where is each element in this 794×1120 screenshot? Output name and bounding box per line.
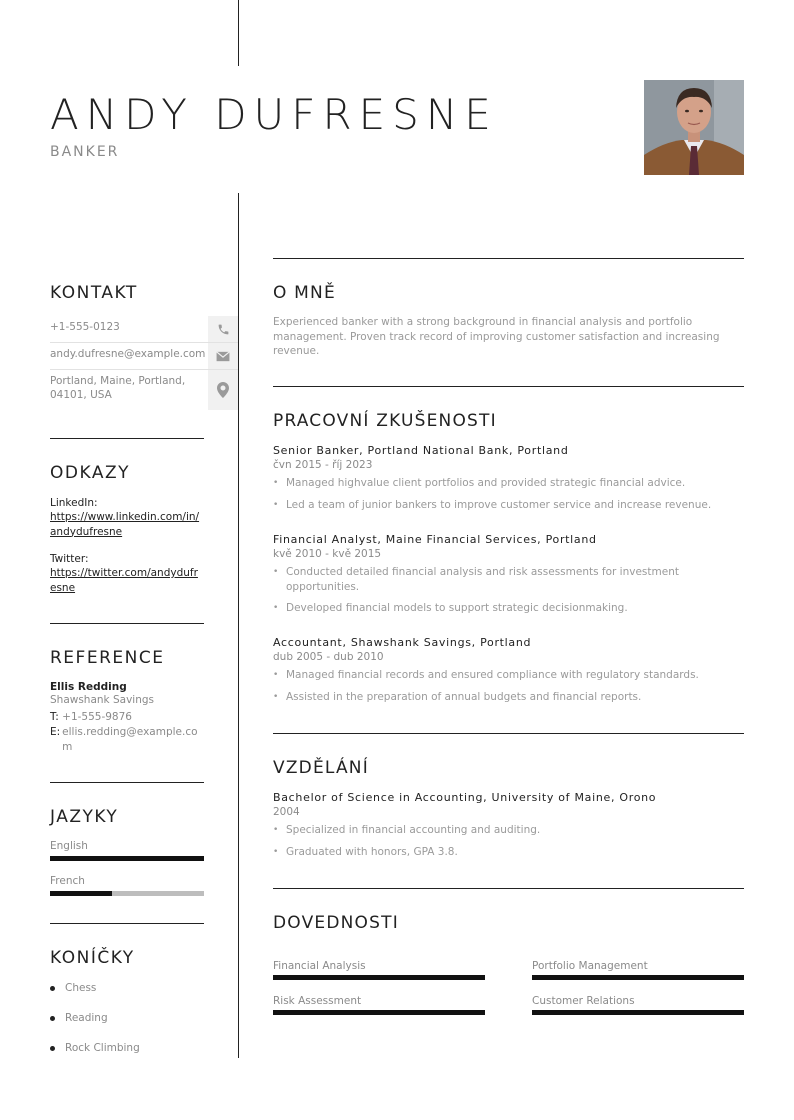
reference-block <box>50 681 204 755</box>
job-bullet: • Managed highvalue client portfolios and provided strategic financial advice. <box>273 476 744 491</box>
language-name: English <box>50 840 88 852</box>
job-position: Financial Analyst, Maine Financial Services, Portland <box>273 533 597 546</box>
vertical-divider-top <box>238 0 239 66</box>
job-bullet: • Developed financial models to support strategic decisionmaking. <box>273 601 744 616</box>
reference-email-label: E: <box>50 726 61 738</box>
divider <box>273 733 744 734</box>
hobby-text: Rock Climbing <box>65 1042 140 1054</box>
skill-name: Risk Assessment <box>273 995 362 1007</box>
skills-section-title: DOVEDNOSTI <box>273 913 399 933</box>
links-list <box>50 496 204 595</box>
bullet-icon <box>50 1016 55 1021</box>
education-year: 2004 <box>273 806 300 818</box>
hobbies-list <box>50 981 204 1055</box>
hobby-text: Chess <box>65 982 97 994</box>
language-name: French <box>50 875 85 887</box>
reference-phone-row <box>50 710 204 725</box>
bullet-icon <box>50 1046 55 1051</box>
divider <box>273 386 744 387</box>
experience-section-title: PRACOVNÍ ZKUŠENOSTI <box>273 411 497 431</box>
education-entry <box>273 791 744 859</box>
twitter-label: Twitter: <box>50 553 89 565</box>
job-entry <box>273 533 744 616</box>
phone-text: +1-555-0123 <box>50 321 120 333</box>
reference-section-title: REFERENCE <box>50 648 165 668</box>
contact-section-title: KONTAKT <box>50 283 138 303</box>
job-bullet: • Led a team of junior bankers to improve customer service and increase revenue. <box>273 498 744 513</box>
skill-item <box>532 960 744 980</box>
job-entry <box>273 636 744 704</box>
vertical-divider <box>238 193 239 1058</box>
skill-name: Portfolio Management <box>532 960 648 972</box>
language-level-fill <box>50 891 112 896</box>
job-position: Accountant, Shawshank Savings, Portland <box>273 636 532 649</box>
hobby-item <box>50 1041 204 1055</box>
job-bullet: • Managed financial records and ensured compliance with regulatory standards. <box>273 668 744 683</box>
language-item <box>50 875 204 896</box>
location-pin-icon <box>208 370 238 410</box>
skill-item <box>532 995 744 1015</box>
skill-name: Customer Relations <box>532 995 635 1007</box>
education-bullet: • Graduated with honors, GPA 3.8. <box>273 845 744 860</box>
reference-phone-label: T: <box>50 711 59 723</box>
linkedin-link[interactable]: https://www.linkedin.com/in/andydufresne <box>50 511 200 538</box>
education-bullet: • Specialized in financial accounting and auditing. <box>273 823 744 838</box>
divider <box>50 623 204 624</box>
contact-email <box>50 343 238 370</box>
portrait-image <box>644 80 744 175</box>
skill-level-bar <box>273 1010 485 1015</box>
skill-item <box>273 960 485 980</box>
job-dates: kvě 2010 - kvě 2015 <box>273 548 382 560</box>
skill-level-bar <box>532 975 744 980</box>
skill-level-bar <box>273 975 485 980</box>
job-bullet: • Conducted detailed financial analysis and risk assessments for investment opportunities. <box>273 565 693 594</box>
twitter-link[interactable]: https://twitter.com/andydufresne <box>50 567 198 594</box>
contact-list <box>50 316 238 410</box>
reference-company: Shawshank Savings <box>50 694 154 706</box>
skill-item <box>273 995 485 1015</box>
hobbies-section-title: KONÍČKY <box>50 948 135 968</box>
reference-email-row <box>50 725 204 755</box>
divider <box>50 782 204 783</box>
divider <box>50 923 204 924</box>
skill-level-bar <box>532 1010 744 1015</box>
contact-phone <box>50 316 238 343</box>
languages-section-title: JAZYKY <box>50 807 119 827</box>
reference-email: ellis.redding@example.com <box>62 726 198 753</box>
contact-address <box>50 370 238 410</box>
divider <box>273 888 744 889</box>
divider <box>50 438 204 439</box>
linkedin-label: LinkedIn: <box>50 497 98 509</box>
education-degree: Bachelor of Science in Accounting, University of Maine, Orono <box>273 791 657 804</box>
job-entry <box>273 444 744 512</box>
job-bullet: • Assisted in the preparation of annual budgets and financial reports. <box>273 690 744 705</box>
envelope-icon <box>208 343 238 369</box>
education-section-title: VZDĚLÁNÍ <box>273 758 369 778</box>
skill-name: Financial Analysis <box>273 960 366 972</box>
reference-phone: +1-555-9876 <box>62 711 132 723</box>
hobby-item <box>50 981 204 995</box>
language-level-bar <box>50 891 204 896</box>
hobby-item <box>50 1011 204 1025</box>
job-dates: čvn 2015 - říj 2023 <box>273 459 373 471</box>
phone-icon <box>208 316 238 342</box>
job-title: BANKER <box>50 144 120 160</box>
about-section-title: O MNĚ <box>273 283 336 303</box>
hobby-text: Reading <box>65 1012 108 1024</box>
about-text: Experienced banker with a strong background in financial analysis and portfolio management. Proven track record of improving customer satisfaction and increasing revenue. <box>273 316 720 357</box>
bullet-icon <box>50 986 55 991</box>
divider <box>273 258 744 259</box>
email-text: andy.dufresne@example.com <box>50 348 206 360</box>
address-text: Portland, Maine, Portland, 04101, USA <box>50 375 186 401</box>
language-level-fill <box>50 856 204 861</box>
reference-name: Ellis Redding <box>50 681 127 693</box>
profile-photo <box>644 80 744 175</box>
job-position: Senior Banker, Portland National Bank, Portland <box>273 444 569 457</box>
links-section-title: ODKAZY <box>50 463 130 483</box>
language-level-bar <box>50 856 204 861</box>
person-name: ANDY DUFRESNE <box>50 90 498 139</box>
job-dates: dub 2005 - dub 2010 <box>273 651 384 663</box>
language-item <box>50 840 204 861</box>
